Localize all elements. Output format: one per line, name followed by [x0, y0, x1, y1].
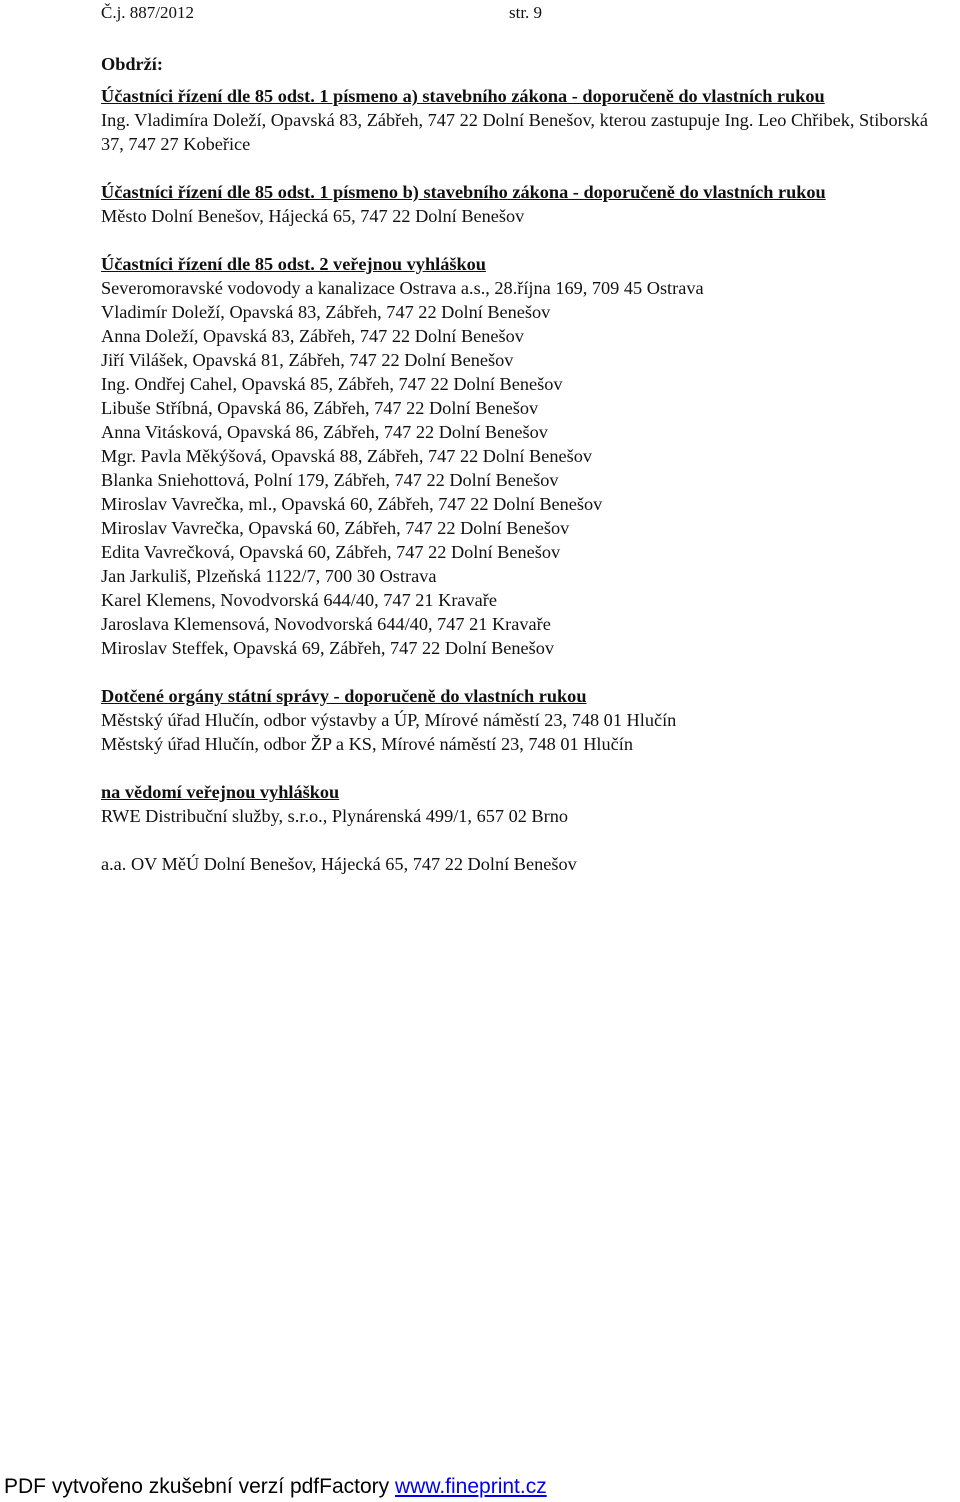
section-participants-public [101, 252, 951, 660]
document-body [101, 52, 951, 876]
list-item: Karel Klemens, Novodvorská 644/40, 747 21 Kravaře [101, 590, 497, 610]
page-number: str. 9 [509, 3, 543, 22]
section-authorities [101, 684, 951, 756]
list-item: Jiří Vilášek, Opavská 81, Zábřeh, 747 22 Dolní Benešov [101, 350, 514, 370]
section-title: Účastníci řízení dle 85 odst. 1 písmeno a) stavebního zákona - doporučeně do vlastních rukou [101, 86, 825, 106]
list-item: Město Dolní Benešov, Hájecká 65, 747 22 Dolní Benešov [101, 206, 525, 226]
list-item: Městský úřad Hlučín, odbor ŽP a KS, Mírové náměstí 23, 748 01 Hlučín [101, 734, 633, 754]
section-text: Ing. Vladimíra Doleží, Opavská 83, Zábřeh, 747 22 Dolní Benešov, kterou zastupuje Ing. Leo Chřibek, Stiborská 37, 747 27 Kobeřice [101, 110, 929, 154]
list-item: Vladimír Doleží, Opavská 83, Zábřeh, 747 22 Dolní Benešov [101, 302, 551, 322]
section-participants-b [101, 180, 951, 228]
list-item: Jaroslava Klemensová, Novodvorská 644/40, 747 21 Kravaře [101, 614, 551, 634]
list-item: Libuše Stříbná, Opavská 86, Zábřeh, 747 22 Dolní Benešov [101, 398, 539, 418]
list-item: Severomoravské vodovody a kanalizace Ostrava a.s., 28.října 169, 709 45 Ostrava [101, 278, 704, 298]
reference-number: Č.j. 887/2012 [101, 3, 195, 22]
list-item: Miroslav Vavrečka, Opavská 60, Zábřeh, 747 22 Dolní Benešov [101, 518, 570, 538]
list-item: Městský úřad Hlučín, odbor výstavby a ÚP, Mírové náměstí 23, 748 01 Hlučín [101, 710, 677, 730]
list-item: Edita Vavrečková, Opavská 60, Zábřeh, 747 22 Dolní Benešov [101, 542, 561, 562]
section-title: Účastníci řízení dle 85 odst. 2 veřejnou vyhláškou [101, 254, 486, 274]
footer-link[interactable]: www.fineprint.cz [394, 1475, 547, 1498]
section-for-information [101, 780, 951, 828]
aa-line: a.a. OV MěÚ Dolní Benešov, Hájecká 65, 747 22 Dolní Benešov [101, 854, 577, 874]
list-item: Miroslav Steffek, Opavská 69, Zábřeh, 747 22 Dolní Benešov [101, 638, 555, 658]
list-item: Jan Jarkuliš, Plzeňská 1122/7, 700 30 Ostrava [101, 566, 437, 586]
section-title: na vědomí veřejnou vyhláškou [101, 782, 340, 802]
section-participants-a [101, 84, 951, 156]
section-title: Dotčené orgány státní správy - doporučeně do vlastních rukou [101, 686, 587, 706]
footer-text: PDF vytvořeno zkušební verzí pdfFactory [4, 1475, 395, 1498]
list-item: Ing. Ondřej Cahel, Opavská 85, Zábřeh, 747 22 Dolní Benešov [101, 374, 563, 394]
list-item: Miroslav Vavrečka, ml., Opavská 60, Zábřeh, 747 22 Dolní Benešov [101, 494, 603, 514]
list-item: Mgr. Pavla Měkýšová, Opavská 88, Zábřeh, 747 22 Dolní Benešov [101, 446, 592, 466]
list-item: RWE Distribuční služby, s.r.o., Plynárenská 499/1, 657 02 Brno [101, 806, 568, 826]
page-header [101, 2, 543, 24]
recipients-heading: Obdrží: [101, 54, 163, 74]
section-title: Účastníci řízení dle 85 odst. 1 písmeno b) stavebního zákona - doporučeně do vlastních rukou [101, 182, 826, 202]
pdf-watermark-footer [4, 1474, 547, 1500]
list-item: Blanka Sniehottová, Polní 179, Zábřeh, 747 22 Dolní Benešov [101, 470, 559, 490]
list-item: Anna Vitásková, Opavská 86, Zábřeh, 747 22 Dolní Benešov [101, 422, 548, 442]
list-item: Anna Doleží, Opavská 83, Zábřeh, 747 22 Dolní Benešov [101, 326, 524, 346]
